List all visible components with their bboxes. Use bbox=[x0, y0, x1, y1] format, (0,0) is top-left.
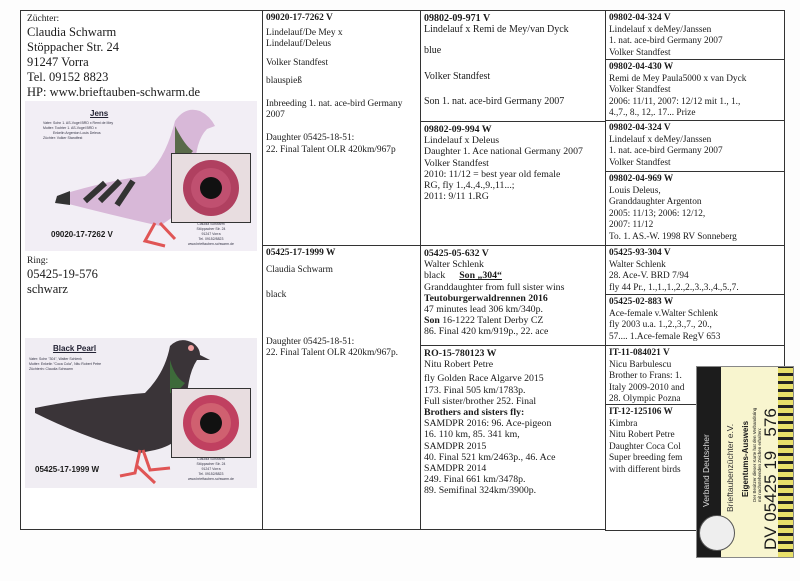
gg-line: Daughter Coca Col bbox=[609, 441, 681, 452]
sd-line: Volker Standfest bbox=[424, 157, 489, 169]
sd-line: 2010: 11/12 = best year old female bbox=[424, 168, 561, 180]
dd-line: SAMDPR 2016: 96. Ace-pigeon bbox=[424, 418, 552, 430]
gg-line: Volker Standfest bbox=[609, 85, 671, 96]
ring-color: schwarz bbox=[27, 282, 68, 297]
dd-line: 16. 110 km, 85. 341 km, bbox=[424, 429, 520, 441]
ds-son-row bbox=[424, 315, 602, 326]
eye-image bbox=[171, 388, 251, 458]
sire-daughter: Daughter 05425-18-51: bbox=[266, 133, 355, 144]
photo-breeder: Züchter: Volker Standfest bbox=[43, 136, 83, 140]
addr-line: Claudia Schwarm bbox=[197, 457, 225, 461]
dd-line: 249. Final 661 km/3478p. bbox=[424, 474, 526, 486]
ds-ring: 05425-05-632 V bbox=[424, 248, 489, 259]
gg-line: Granddaughter Argenton bbox=[609, 197, 702, 208]
sd-line: RG, fly 1.,4.,4.,9.,11...; bbox=[424, 180, 515, 192]
gg-line: 28. Ace-V. BRD 7/94 bbox=[609, 271, 689, 282]
gg-line: Nitu Robert Petre bbox=[609, 430, 675, 441]
breeder-homepage: HP: www.brieftauben-schwarm.de bbox=[27, 85, 201, 100]
gg-line: Louis Deleus, bbox=[609, 185, 661, 196]
addr-line: Stöppacher Str. 24 bbox=[196, 462, 226, 466]
gg-ring: 09802-04-324 V bbox=[609, 123, 671, 133]
grandparent-cell bbox=[605, 245, 785, 295]
dd-line: 89. Semifinal 324km/3900p. bbox=[424, 485, 537, 497]
sire-line: Lindelauf/Deleus bbox=[266, 39, 332, 50]
gg-line: 1. nat. ace-bird Germany 2007 bbox=[609, 146, 723, 157]
addr-line: www.brieftauben-schwarm.de bbox=[188, 242, 234, 246]
gg-ring: IT-11-084021 V bbox=[609, 348, 670, 358]
breeder-city: 91247 Vorra bbox=[27, 55, 89, 70]
dd-ring: RO-15-780123 W bbox=[424, 348, 497, 359]
grandparent-cell bbox=[605, 10, 785, 60]
gg-line: Walter Schlenk bbox=[609, 259, 666, 270]
breeder-phone: Tel. 09152 8823 bbox=[27, 70, 109, 85]
dam-color: black bbox=[266, 290, 287, 301]
gg-line: Super breeding fem bbox=[609, 453, 683, 464]
dam-cell bbox=[262, 245, 421, 530]
gg-line: Volker Standfest bbox=[609, 157, 671, 168]
gg-line: Kimbra bbox=[609, 418, 638, 429]
breeder-street: Stöppacher Str. 24 bbox=[27, 40, 120, 55]
card-number: DV 05425 19 576 bbox=[761, 408, 780, 550]
gg-line: 2005: 11/13; 2006: 12/12, bbox=[609, 208, 706, 219]
card-sub2: mit nachstehenden Zeichen erhalten: bbox=[757, 427, 762, 502]
ds-son: Son bbox=[424, 315, 440, 327]
dd-bold: Brothers and sisters fly: bbox=[424, 407, 525, 419]
grandparent-cell bbox=[605, 171, 785, 246]
gg-line: 2007: 11/12 bbox=[609, 220, 654, 231]
photo-dam: Mutter: Tochter 1. AS-Vogel BRD x bbox=[43, 126, 97, 130]
photo-address bbox=[171, 222, 251, 247]
gg-line: 28. Olympic Pozna bbox=[609, 394, 681, 405]
card-org1: Verband Deutscher bbox=[701, 434, 711, 507]
addr-line: www.brieftauben-schwarm.de bbox=[188, 477, 234, 481]
dd-line: fly Golden Race Algarve 2015 bbox=[424, 373, 544, 385]
addr-line: Tel. 09152/8823 bbox=[198, 472, 224, 476]
dam-daughter: Daughter 05425-18-51: bbox=[266, 336, 355, 347]
dam-sire-cell bbox=[420, 245, 606, 346]
gg-line: Volker Standfest bbox=[609, 47, 671, 58]
grandparent-cell bbox=[605, 59, 785, 121]
pigeon-photo-black-pearl bbox=[25, 338, 257, 488]
gg-line: Brother to Frans: 1. bbox=[609, 371, 682, 382]
ss-note: Son 1. nat. ace-bird Germany 2007 bbox=[424, 95, 565, 107]
sd-line: Lindelauf x Deleus bbox=[424, 135, 500, 147]
ownership-card bbox=[696, 366, 794, 558]
gg-line: with different birds bbox=[609, 464, 681, 475]
dd-line: SAMDPR 2015 bbox=[424, 440, 487, 452]
photo-sire: Vater: Sohn "304", Walter Schlenk bbox=[29, 357, 82, 361]
card-logo-icon bbox=[699, 515, 735, 551]
gg-line: fly 2003 u.a. 1.,2.,3.,7., 20., bbox=[609, 320, 712, 331]
gg-line: Lindelauf x deMey/Janssen bbox=[609, 24, 712, 35]
sire-ring: 09020-17-7262 V bbox=[266, 13, 333, 23]
photo-dam2: Enkelin Argenton Louis Deleus bbox=[53, 131, 101, 135]
photo-dam: Mutter: Enkelin "Coca Cola", Nitu Robert Petre bbox=[29, 362, 102, 366]
sire-line: Lindelauf/De Mey x bbox=[266, 28, 343, 39]
gg-line: Ace-female v.Walter Schlenk bbox=[609, 308, 718, 319]
photo-address bbox=[171, 457, 251, 482]
ds-line: 16-1222 Talent Derby CZ bbox=[439, 315, 544, 327]
photo-sire: Vater: Sohn 1. AS-Vogel BRD x Remi de Mey bbox=[43, 121, 114, 125]
ds-color-row bbox=[424, 270, 602, 281]
photo-ring: 09020-17-7262 V bbox=[51, 230, 113, 239]
photo-title: Black Pearl bbox=[53, 344, 97, 353]
gg-ring: 05425-93-304 V bbox=[609, 248, 671, 258]
ss-breeder: Volker Standfest bbox=[424, 70, 491, 82]
sire-cell bbox=[262, 10, 421, 246]
sire-daughter-result: 22. Final Talent OLR 420km/967p bbox=[266, 144, 396, 155]
photo-info bbox=[43, 121, 113, 141]
dam-dam-cell bbox=[420, 345, 606, 530]
ring-block bbox=[27, 256, 98, 297]
ring-number: 05425-19-576 bbox=[27, 267, 98, 282]
gg-line: 4.,7., 8., 12,. 17... Prize bbox=[609, 108, 696, 119]
photo-title: Jens bbox=[90, 109, 109, 118]
gg-line: fly 44 Pr., 1.,1.,1.,2.,2.,3.,3.,4.,5.,7. bbox=[609, 282, 739, 293]
gg-line: Remi de Mey Paula5000 x van Dyck bbox=[609, 73, 747, 84]
ds-line: 47 minutes lead 306 km/340p. bbox=[424, 304, 543, 316]
ds-line: 86. Final 420 km/919p., 22. ace bbox=[424, 326, 549, 338]
sire-color: blauspieß bbox=[266, 75, 302, 86]
ds-breeder: Walter Schlenk bbox=[424, 259, 484, 271]
addr-line: Stöppacher Str. 24 bbox=[196, 227, 226, 231]
sd-line: Daughter 1. Ace national Germany 2007 bbox=[424, 146, 583, 158]
pigeon-photo-jens bbox=[25, 101, 257, 251]
addr-line: Tel. 09152/8823 bbox=[198, 237, 224, 241]
card-org2: Brieftaubenzüchter e.V. bbox=[725, 423, 735, 512]
grandparent-cell bbox=[605, 294, 785, 346]
gg-ring: 09802-04-969 W bbox=[609, 174, 674, 184]
sire-breeder: Volker Standfest bbox=[266, 57, 329, 68]
gg-ring: IT-12-125106 W bbox=[609, 407, 673, 417]
ds-name: Son „304“ bbox=[459, 270, 502, 282]
ss-line: Lindelauf x Remi de Mey/van Dyck bbox=[424, 24, 569, 36]
gg-line: 57.... 1.Ace-female RegV 653 bbox=[609, 331, 721, 342]
card-title: Eigentums-Ausweis bbox=[741, 420, 750, 497]
dam-daughter-result: 22. Final Talent OLR 420km/967p. bbox=[266, 347, 398, 358]
sire-note: Inbreeding 1. nat. ace-bird Germany 2007 bbox=[266, 99, 403, 121]
breeder-name: Claudia Schwarm bbox=[27, 25, 117, 40]
dd-line: 40. Final 521 km/2463p., 46. Ace bbox=[424, 451, 556, 463]
dd-line: 173. Final 505 km/1783p. bbox=[424, 384, 526, 396]
dd-line: SAMDPR 2014 bbox=[424, 463, 487, 475]
sd-line: 2011: 9/11 1.RG bbox=[424, 191, 489, 203]
gg-line: 1. nat. ace-bird Germany 2007 bbox=[609, 36, 723, 47]
dd-breeder: Nitu Robert Petre bbox=[424, 359, 494, 371]
ds-color: black bbox=[424, 270, 446, 282]
gg-line: To. 1. AS.-W. 1998 RV Sonneberg bbox=[609, 231, 737, 242]
photo-info bbox=[29, 357, 101, 372]
breeder-label: Züchter: bbox=[27, 14, 60, 24]
sd-ring: 09802-09-994 W bbox=[424, 124, 492, 135]
gg-line: Lindelauf x deMey/Janssen bbox=[609, 134, 712, 145]
photo-ring: 05425-17-1999 W bbox=[35, 465, 100, 474]
addr-line: 91247 Vorra bbox=[201, 232, 221, 236]
gg-ring: 09802-04-324 V bbox=[609, 13, 671, 23]
gg-ring: 05425-02-883 W bbox=[609, 297, 674, 307]
ds-line: Teutoburgerwaldrennen 2016 bbox=[424, 292, 548, 304]
gg-line: Nicu Barbulescu bbox=[609, 359, 672, 370]
addr-line: Claudia Schwarm bbox=[197, 222, 225, 226]
dam-ring: 05425-17-1999 W bbox=[266, 248, 336, 258]
gg-ring: 09802-04-430 W bbox=[609, 62, 674, 72]
gg-line: 2006: 11/11, 2007: 12/12 mit 1., 1., bbox=[609, 96, 741, 107]
dd-line: Full sister/brother 252. Final bbox=[424, 395, 537, 407]
dam-breeder: Claudia Schwarm bbox=[266, 265, 333, 276]
eye-image bbox=[171, 153, 251, 223]
gg-line: Italy 2009-2010 and bbox=[609, 382, 685, 393]
ring-label: Ring: bbox=[27, 256, 49, 266]
photo-breeder: Züchterin: Claudia Schwarm bbox=[29, 367, 73, 371]
ss-ring: 09802-09-971 V bbox=[424, 13, 491, 24]
grandparent-cell bbox=[605, 120, 785, 172]
ss-color: blue bbox=[424, 45, 442, 57]
addr-line: 91247 Vorra bbox=[201, 467, 221, 471]
sire-sire-cell bbox=[420, 10, 606, 122]
sire-dam-cell bbox=[420, 121, 606, 246]
ds-line: Granddaughter from full sister wins bbox=[424, 281, 565, 293]
card-sub1: Der Besitzer dieser Karte hat den Verbandsring bbox=[752, 407, 757, 502]
